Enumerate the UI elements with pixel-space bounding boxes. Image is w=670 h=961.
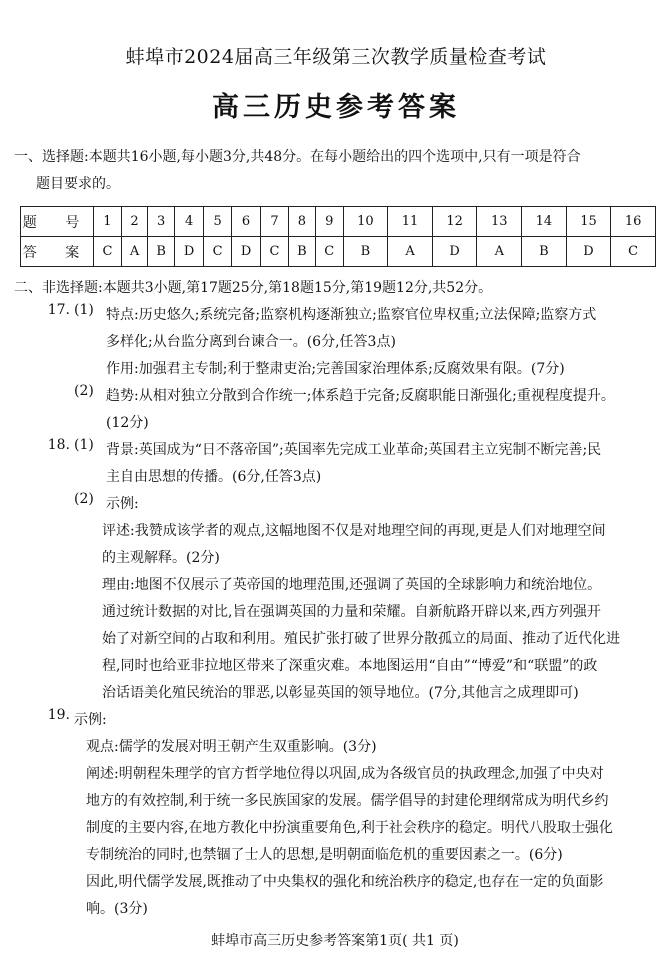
table-row-answers — [21, 237, 656, 267]
table-cell: 4 — [175, 207, 204, 237]
table-cell: 5 — [204, 207, 232, 237]
answer-table — [20, 206, 656, 267]
table-row-numbers — [21, 207, 656, 237]
answer-line: 主自由思想的传播。(6分,任答3点) — [106, 469, 322, 485]
answer-line: 制度的主要内容,在地方教化中扮演重要角色,利于社会秩序的稳定。明代八股取士强化 — [86, 820, 613, 836]
answer-line: 响。(3分) — [86, 901, 148, 917]
q18-example-block — [102, 518, 658, 707]
table-cell: 15 — [566, 207, 611, 237]
answer-line: 专制统治的同时,也禁锢了士人的思想,是明朝面临危机的重要因素之一。(6分) — [86, 847, 563, 863]
table-cell: A — [477, 237, 522, 267]
answer-line: 治话语美化殖民统治的罪恶,以彰显英国的领导地位。(7分,其他言之成理即可) — [102, 685, 579, 701]
table-cell: 1 — [94, 207, 122, 237]
table-cell: 6 — [232, 207, 261, 237]
table-cell: A — [388, 237, 433, 267]
answer-line: 示例: — [74, 712, 107, 728]
answer-line: 的主观解释。(2分) — [102, 550, 220, 566]
page-footer: 蚌埠市高三历史参考答案第1页( 共1 页) — [211, 933, 459, 949]
answer-line: 通过统计数据的对比,旨在强调英国的力量和荣耀。自新航路开辟以来,西方列强开 — [102, 604, 601, 620]
table-cell: 7 — [261, 207, 289, 237]
table-cell: C — [261, 237, 289, 267]
answer-line: 示例: — [106, 496, 139, 512]
answer-line: 地方的有效控制,利于统一多民族国家的发展。儒学倡导的封建伦理纲常成为明代乡约 — [86, 793, 609, 809]
answer-line: 理由:地图不仅展示了英帝国的地理范围,还强调了英国的全球影响力和统治地位。 — [102, 577, 602, 593]
table-cell: 3 — [148, 207, 175, 237]
question-19 — [14, 707, 658, 734]
table-cell: C — [204, 237, 232, 267]
exam-header: 蚌埠市2024届高三年级第三次教学质量检查考试 — [125, 46, 547, 68]
table-cell: 13 — [477, 207, 522, 237]
table-cell: C — [94, 237, 122, 267]
table-cell: 8 — [288, 207, 315, 237]
table-cell: A — [121, 237, 147, 267]
section-choice-intro-cont: 题目要求的。 — [36, 176, 120, 192]
answer-line: 评述:我赞成该学者的观点,这幅地图不仅是对地理空间的再现,更是人们对地理空间 — [102, 523, 606, 539]
answer-line: 程,同时也给亚非拉地区带来了深重灾难。本地图运用“自由”“博爱”和“联盟”的政 — [102, 658, 598, 674]
section-choice-intro: 一、选择题:本题共16小题,每小题3分,共48分。在每小题给出的四个选项中,只有一项是符合 — [14, 149, 581, 165]
table-cell: B — [148, 237, 175, 267]
question-number: 19. — [47, 707, 70, 723]
question-number: 18. — [47, 437, 70, 453]
table-cell: B — [522, 237, 567, 267]
table-cell: D — [175, 237, 204, 267]
answer-line: 阐述:明朝程朱理学的官方哲学地位得以巩固,成为各级官员的执政理念,加强了中央对 — [86, 766, 604, 782]
sub-question-number: (1) — [74, 302, 94, 318]
table-cell: C — [611, 237, 656, 267]
answer-line: 多样化;从台监分离到台谏合一。(6分,任答3点) — [106, 334, 396, 350]
table-cell: 14 — [522, 207, 567, 237]
answer-line: 特点:历史悠久;系统完备;监察机构逐渐独立;监察官位卑权重;立法保障;监察方式 — [106, 307, 597, 323]
answer-line: 始了对新空间的占取和利用。殖民扩张打破了世界分散孤立的局面、推动了近代化进 — [102, 631, 620, 647]
question-18 — [14, 437, 658, 518]
table-cell: D — [232, 237, 261, 267]
sub-question-number: (2) — [74, 491, 94, 507]
row-label-number: 题 号 — [21, 207, 94, 237]
table-cell: 11 — [388, 207, 433, 237]
sub-question-number: (2) — [74, 383, 94, 399]
table-cell: B — [343, 237, 388, 267]
table-cell: 12 — [432, 207, 477, 237]
table-cell: C — [315, 237, 343, 267]
table-cell: 9 — [315, 207, 343, 237]
table-cell: 10 — [343, 207, 388, 237]
answer-line: 趋势:从相对独立分散到合作统一;体系趋于完备;反腐职能日渐强化;重视程度提升。 — [106, 388, 615, 404]
answer-line: (12分) — [106, 415, 149, 431]
sub-question-number: (1) — [74, 437, 94, 453]
section-open — [14, 275, 658, 923]
question-17 — [14, 302, 658, 437]
answer-line: 背景:英国成为“日不落帝国”;英国率先完成工业革命;英国君主立宪制不断完善;民 — [106, 442, 602, 458]
answer-line: 观点:儒学的发展对明王朝产生双重影响。(3分) — [86, 739, 377, 755]
q19-example-block — [86, 734, 658, 923]
answer-line: 作用:加强君主专制;利于整肃吏治;完善国家治理体系;反腐效果有限。(7分) — [106, 361, 565, 377]
section-open-intro: 二、非选择题:本题共3小题,第17题25分,第18题15分,第19题12分,共52分。 — [14, 280, 493, 296]
answer-line: 因此,明代儒学发展,既推动了中央集权的强化和统治秩序的稳定,也存在一定的负面影 — [86, 874, 604, 890]
table-cell: D — [566, 237, 611, 267]
row-label-answer: 答 案 — [21, 237, 94, 267]
table-cell: D — [432, 237, 477, 267]
question-number: 17. — [47, 302, 70, 318]
page-title: 高三历史参考答案 — [212, 92, 460, 123]
table-cell: B — [288, 237, 315, 267]
table-cell: 16 — [611, 207, 656, 237]
table-cell: 2 — [121, 207, 147, 237]
section-choice — [14, 144, 658, 267]
